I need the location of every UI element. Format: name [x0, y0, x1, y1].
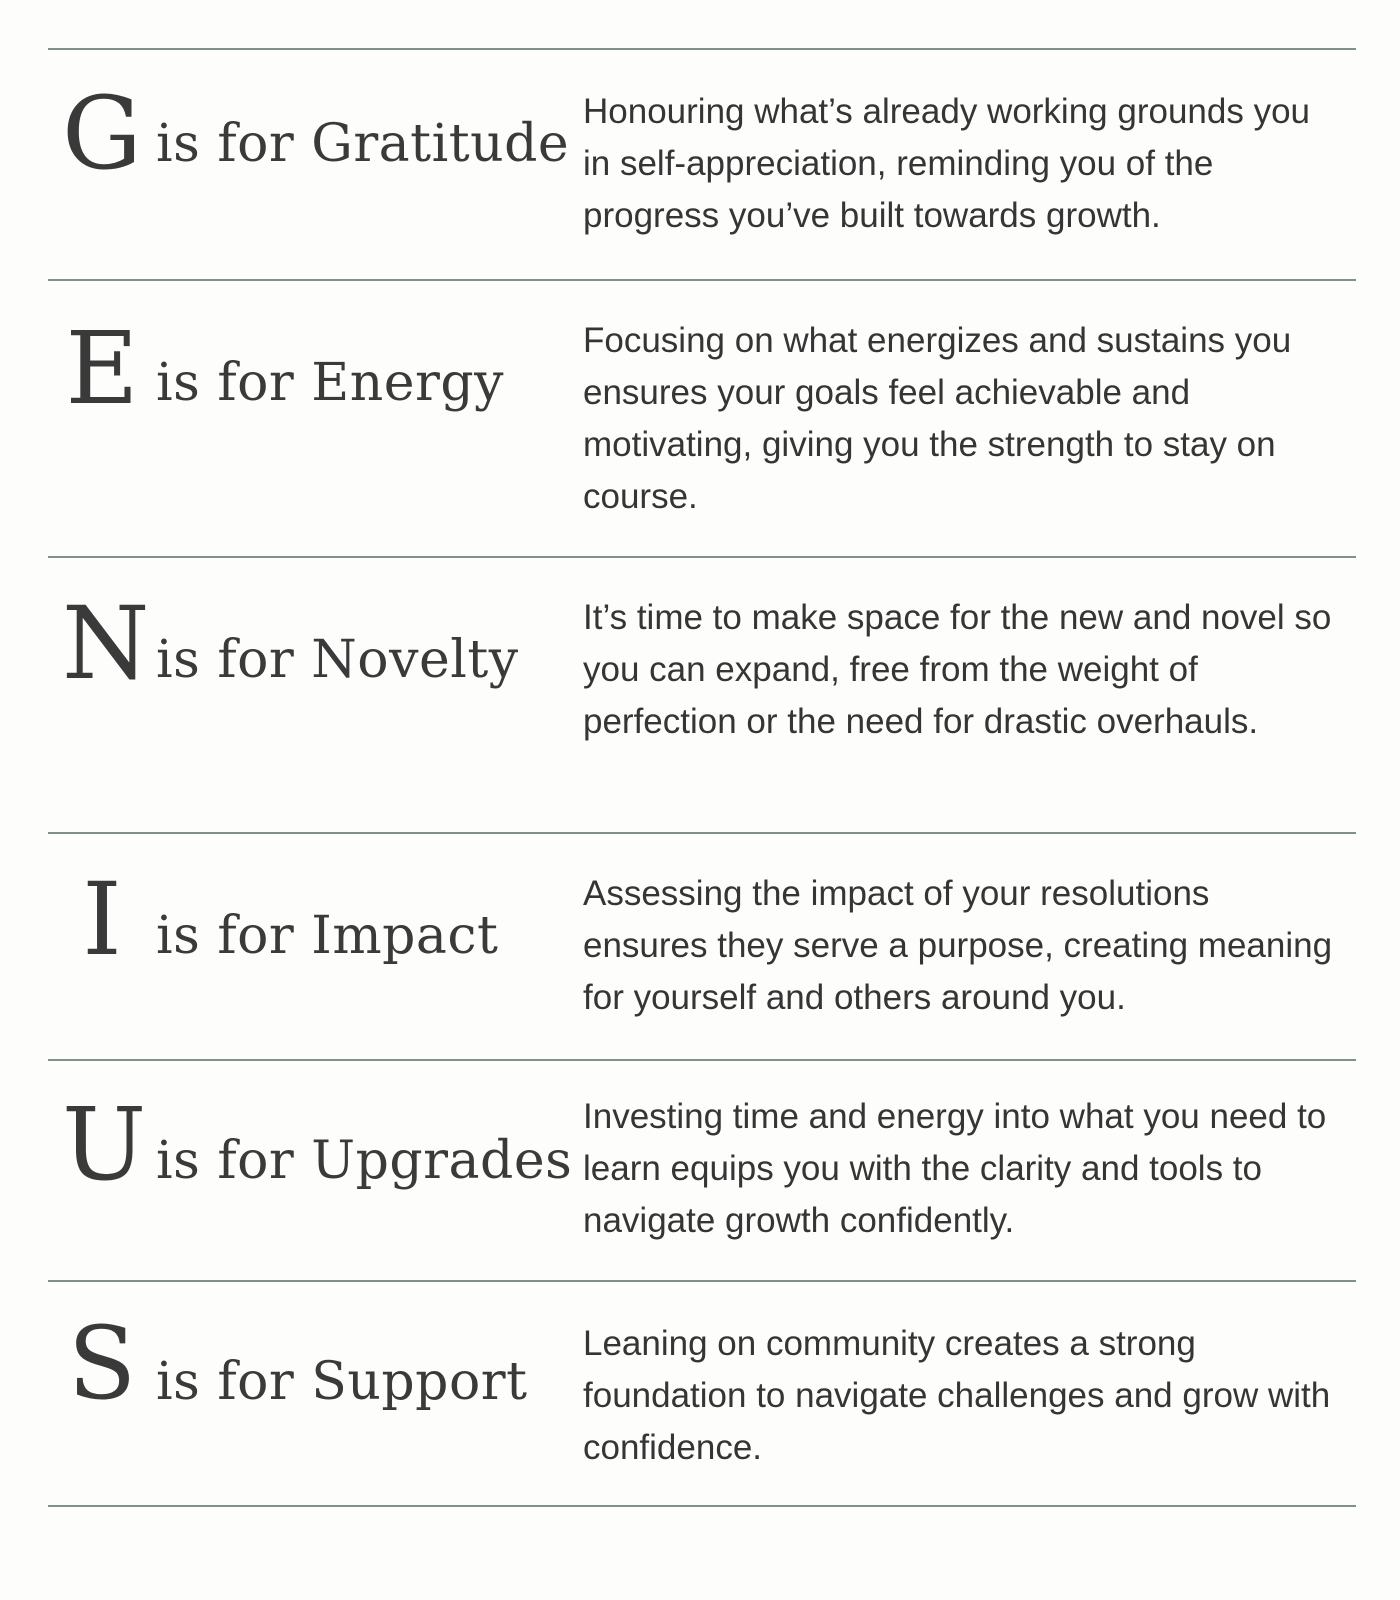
divider [48, 1505, 1356, 1507]
row-description: Honouring what’s already working grounds you in self-appreciation, reminding you of the progress you’ve built towards growth. [583, 92, 1311, 235]
row-description: It’s time to make space for the new and novel so you can expand, free from the weight of perfection or the need for drastic overhauls. [583, 598, 1332, 741]
row-heading: is for Novelty [156, 630, 519, 690]
row-heading: is for Support [156, 1352, 528, 1412]
row-heading: is for Upgrades [156, 1131, 573, 1191]
row-energy [48, 281, 1356, 557]
row-heading: is for Gratitude [156, 114, 570, 174]
row-impact [48, 834, 1356, 1060]
initial-letter: S [67, 1305, 137, 1422]
row-description: Investing time and energy into what you need to learn equips you with the clarity and tools to navigate growth confidently. [583, 1097, 1327, 1240]
row-novelty [48, 558, 1356, 833]
row-heading: is for Energy [156, 353, 505, 413]
initial-letter: U [62, 1086, 147, 1203]
row-support [48, 1282, 1356, 1507]
row-gratitude [48, 50, 1356, 280]
initial-letter: N [62, 585, 150, 702]
row-upgrades [48, 1061, 1356, 1281]
row-heading: is for Impact [156, 906, 499, 966]
initial-letter: E [65, 310, 139, 427]
row-description: Assessing the impact of your resolutions ensures they serve a purpose, creating meaning for yourself and others around you. [583, 874, 1333, 1017]
initial-letter: G [62, 75, 142, 192]
row-description: Leaning on community creates a strong foundation to navigate challenges and grow with confidence. [583, 1324, 1331, 1467]
initial-letter: I [82, 861, 122, 978]
row-description: Focusing on what energizes and sustains you ensures your goals feel achievable and motivating, giving you the strength to stay on course. [583, 321, 1292, 516]
